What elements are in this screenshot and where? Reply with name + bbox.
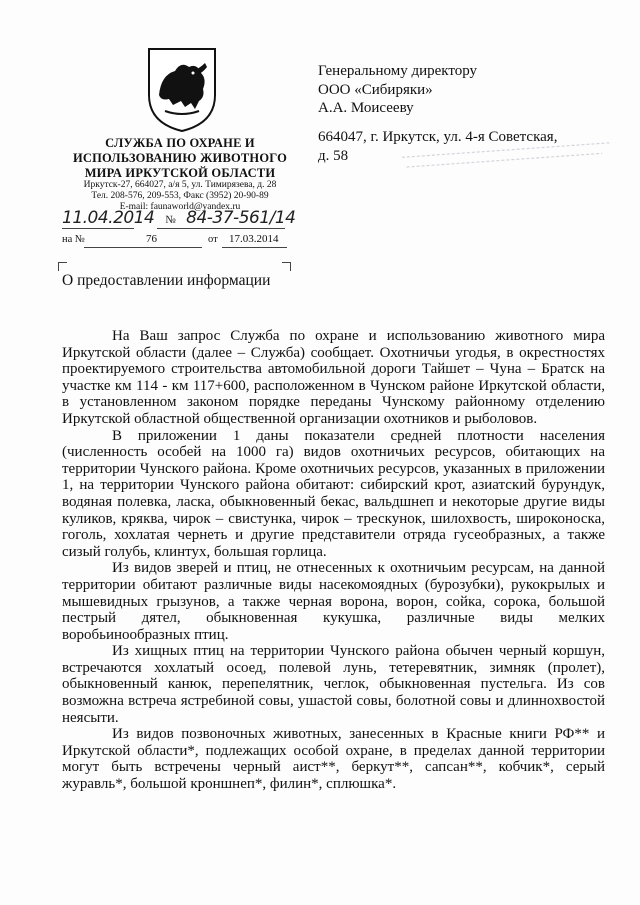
address-line: 664047, г. Иркутск, ул. 4-я Советская, [318,129,558,145]
letter-subject: О предоставлении информации [62,272,271,289]
recipient-line: ООО «Сибиряки» [318,81,433,98]
body-paragraph: В приложении 1 даны показатели средней плотности населения (численность особей на 1000 га) видов охотничьих ресурсов, обитающих на территории Чунского района. Кроме охотничьих ресурсов, указанных в приложении 1, на территории Чунского района обитают: сибирский крот, азиатский бурундук, водяная полевка, ласка, обыкновенный бекас, вальдшнеп и некоторые другие виды куликов, кряква, чирок – свистунка, чирок – трескунок, шилохвость, широконоска, гоголь, хохлатая чернеть и другие представители отряда гусеобразных, а также сизый голубь, клинтух, большая горлица. [62,427,605,560]
subject-corner-right [282,262,291,271]
ref-number: 76 [146,233,157,245]
reference-line [62,233,279,245]
ref-number-underline [84,247,202,248]
subject-corner-left [58,262,67,271]
body-paragraph: Из хищных птиц на территории Чунского района обычен черный коршун, встречаются хохлатый осоед, полевой лунь, тетеревятник, зимняк (пролет), обыкновенный канюк, перепелятник, чеглок, обыкновенная пустельга. Из сов возможна встреча ястребиной совы, ушастой совы, болотной совы и длиннохвостой неясыти. [62,643,605,726]
recipient-line: Генеральному директору [318,63,478,79]
body-paragraph: На Ваш запрос Служба по охране и использованию животного мира Иркутской области (далее – Служба) сообщает. Охотничьи угодья, в окрестностях проектируемого строительства автомобильной дороги Тайшет – Чуна – Братск на участке км 114 - км 117+600, расположенном в Чунском районе Иркутской области, в установленном законом порядке переданы Чунскому районному отделению Иркутской областной общественной организации охотников и рыболовов. [62,328,605,427]
body-paragraph: Из видов позвоночных животных, занесенных в Красные книги РФ** и Иркутской области*, подлежащих особой охране, в пределах данной территории могут быть встречены черный аист**, беркут**, сапсан**, кобчик*, серый журавль*, большой кроншнеп*, филин*, сплюшка*. [62,726,605,793]
date-underline [62,228,134,229]
registration-line [62,208,296,228]
registration-number: 84-37-561/14 [186,208,296,228]
letter-body [62,328,605,793]
number-underline [157,228,285,229]
address-line: д. 58 [318,147,349,164]
org-line: МИРА ИРКУТСКОЙ ОБЛАСТИ [84,166,276,180]
sender-org-name [55,136,305,181]
number-label: № [165,214,176,226]
registration-date: 11.04.2014 [62,208,155,228]
body-paragraph: Из видов зверей и птиц, не отнесенных к охотничьим ресурсам, на данной территории обитают различные виды насекомоядных (бурозубки), рукокрылых и мышевидных грызунов, а также черная ворона, ворон, сойка, сорока, большой пестрый дятел, обыкновенная кукушка, различные виды мелких воробьинообразных птиц. [62,560,605,643]
org-line: ИСПОЛЬЗОВАНИЮ ЖИВОТНОГО [72,151,288,165]
contact-line: Иркутск-27, 664027, а/я 5, ул. Тимирязева, д. 28 [83,180,277,190]
recipient-line: А.А. Моисееву [318,100,414,116]
coat-of-arms-icon [145,45,219,133]
ref-date-underline [222,247,287,248]
contact-line: Тел. 208-576, 209-553, Факс (3952) 20-90-89 [91,191,269,201]
recipient-block [318,62,477,118]
ref-date: 17.03.2014 [229,233,279,245]
contact-line: E-mail: faunaworld@yandex.ru [119,202,241,212]
ref-label: на № [62,234,85,245]
ref-from-label: от [208,234,218,245]
org-line: СЛУЖБА ПО ОХРАНЕ И [105,136,255,150]
